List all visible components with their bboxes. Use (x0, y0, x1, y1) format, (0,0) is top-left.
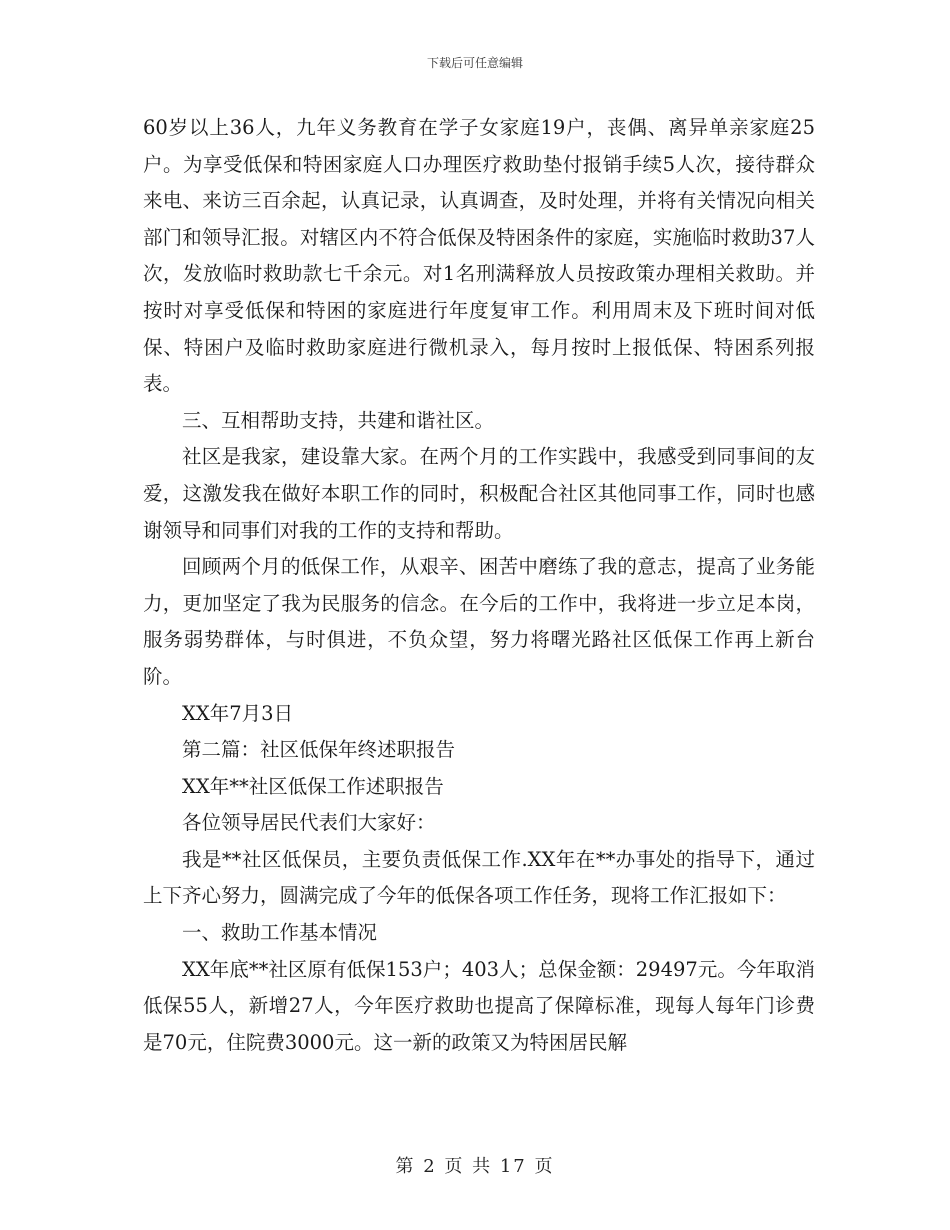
page-number: 第 2 页 共 17 页 (395, 1156, 555, 1177)
paragraph-review: 回顾两个月的低保工作，从艰辛、困苦中磨练了我的意志，提高了业务能力，更加坚定了我为民服务的信念。在今后的工作中，我将进一步立足本岗，服务弱势群体，与时俱进，不负众望，努力将曙光路社区低保工作再上新台阶。 (143, 555, 815, 688)
chapter-title: 第二篇：社区低保年终述职报告 (182, 738, 456, 762)
section-heading-three: 三、互相帮助支持，共建和谐社区。 (182, 408, 495, 432)
header-note: 下载后可任意编辑 (426, 56, 523, 70)
paragraph-intro: 我是**社区低保员，主要负责低保工作.XX年在**办事处的指导下，通过上下齐心努力，圆满完成了今年的低保各项工作任务，现将工作汇报如下： (143, 847, 815, 908)
section-heading-one: 一、救助工作基本情况 (182, 921, 378, 945)
date-line: XX年7月3日 (182, 701, 294, 725)
report-title: XX年**社区低保工作述职报告 (182, 774, 444, 798)
document-body (143, 110, 815, 1061)
salutation: 各位领导居民代表们大家好： (182, 811, 436, 835)
paragraph-community: 社区是我家，建设靠大家。在两个月的工作实践中，我感受到同事间的友爱，这激发我在做好本职工作的同时，积极配合社区其他同事工作，同时也感谢领导和同事们对我的工作的支持和帮助。 (143, 445, 815, 542)
paragraph-continued-stats: 60岁以上36人，九年义务教育在学子女家庭19户，丧偶、离异单亲家庭25户。为享受低保和特困家庭人口办理医疗救助垫付报销手续5人次，接待群众来电、来访三百余起，认真记录，认真调查，及时处理，并将有关情况向相关部门和领导汇报。对辖区内不符合低保及特困条件的家庭，实施临时救助37人次，发放临时救助款七千余元。对1名刑满释放人员按政策办理相关救助。并按时对享受低保和特困的家庭进行年度复审工作。利用周末及下班时间对低保、特困户及临时救助家庭进行微机录入，每月按时上报低保、特困系列报表。 (143, 116, 815, 396)
paragraph-basic-situation: XX年底**社区原有低保153户；403人；总保金额：29497元。今年取消低保55人，新增27人，今年医疗救助也提高了保障标准，现每人每年门诊费是70元，住院费3000元。这一新的政策又为特困居民解 (143, 957, 815, 1054)
